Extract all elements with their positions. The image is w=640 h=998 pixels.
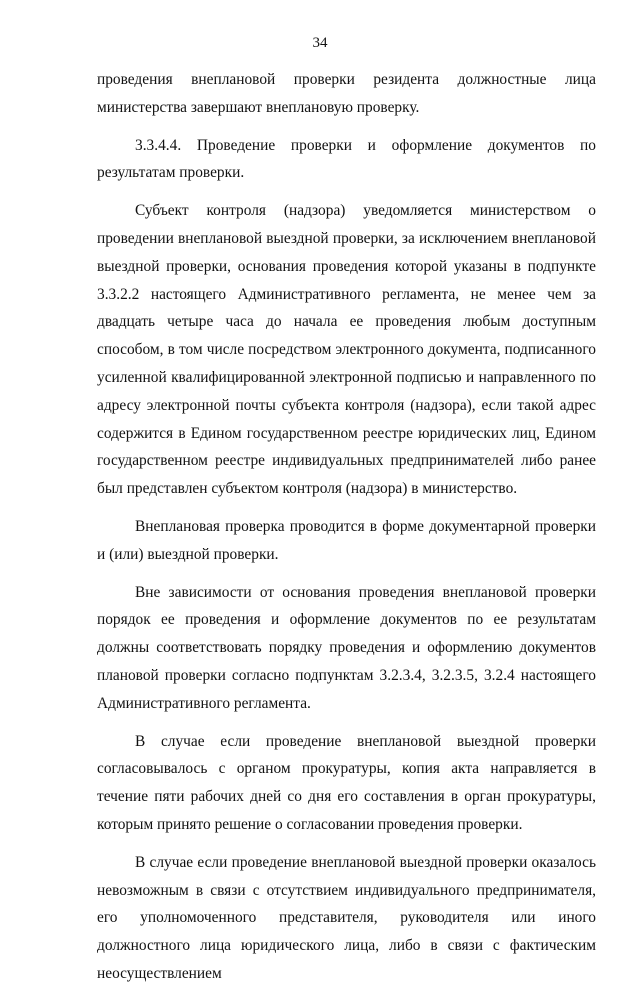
page-number: 34 — [312, 35, 328, 51]
paragraph-continuation: проведения внеплановой проверки резидента должностные лица министерства завершают внеплановую проверку. — [97, 71, 596, 116]
paragraph-inspection-form: Внеплановая проверка проводится в форме документарной проверки и (или) выездной проверки. — [97, 517, 596, 563]
paragraph-procedure: Вне зависимости от основания проведения внеплановой проверки порядок ее проведения и оформление документов по ее результатам должны соответствовать порядку проведения и оформлению документов плановой проверки согласно подпунктам 3.2.3.4, 3.2.3.5, 3.2.4 настоящего Административного регламента. — [97, 583, 596, 712]
paragraph-prosecutor-copy: В случае если проведение внеплановой выездной проверки согласовывалось с органом прокуратуры, копия акта направляется в течение пяти рабочих дней со дня его составления в орган прокуратуры, которым принято решение о согласовании проведения проверки. — [97, 732, 596, 833]
paragraph-impossible-inspection: В случае если проведение внеплановой выездной проверки оказалось невозможным в связи с отсутствием индивидуального предпринимателя, его уполномоченного представителя, руководителя или иного должностного лица юридического лица, либо в связи с фактическим неосуществлением — [97, 853, 596, 982]
paragraph-section-heading: 3.3.4.4. Проведение проверки и оформление документов по результатам проверки. — [97, 136, 596, 182]
paragraph-notification: Субъект контроля (надзора) уведомляется министерством о проведении внеплановой выездной проверки, за исключением внеплановой выездной проверки, основания проведения которой указаны в подпункте 3.3.2.2 настоящего Административного регламента, не менее чем за двадцать четыре часа до начала ее проведения любым доступным способом, в том числе посредством электронного документа, подписанного усиленной квалифицированной электронной подписью и направленного по адресу электронной почты субъекта контроля (надзора), если такой адрес содержится в Едином государственном реестре юридических лиц, Едином государственном реестре индивидуальных предпринимателей либо ранее был представлен субъектом контроля (надзора) в министерство. — [97, 202, 596, 498]
document-body — [97, 66, 596, 998]
